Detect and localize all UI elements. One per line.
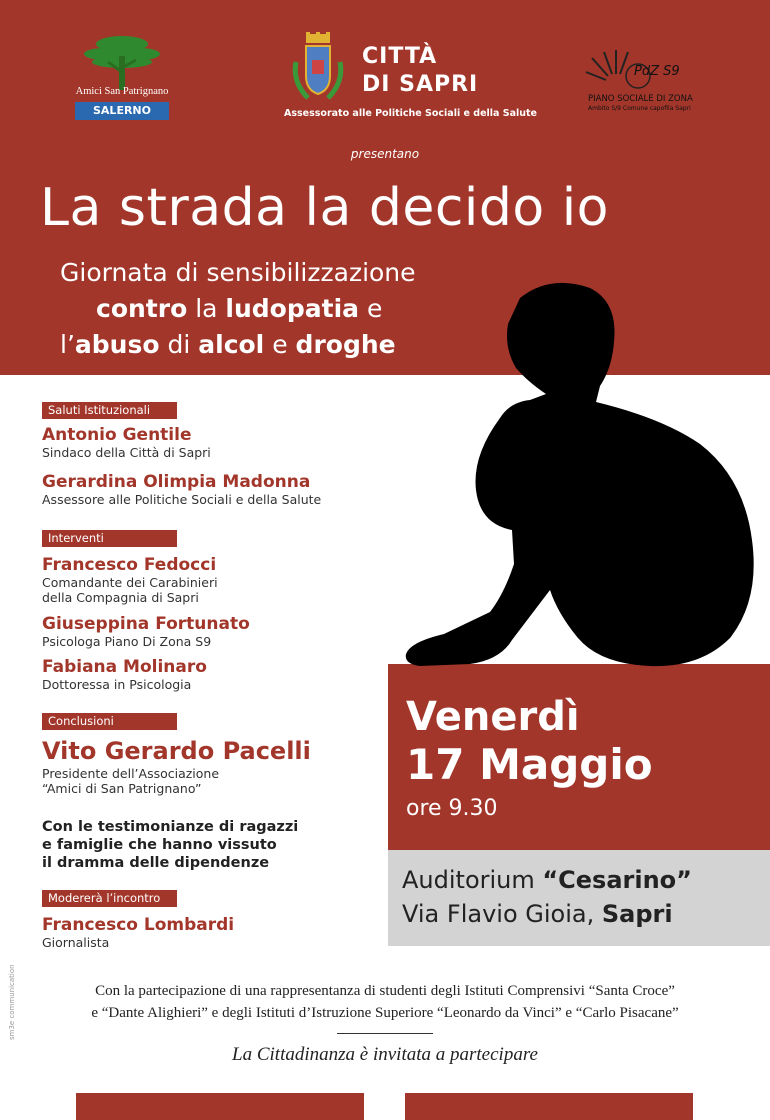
subtitle-line3 — [60, 330, 396, 359]
logo-center-title1: CITTÀ — [362, 44, 438, 69]
subtitle-word: ludopatia — [225, 294, 360, 323]
presentano-label: presentano — [350, 147, 420, 161]
logo-right-line1: PIANO SOCIALE DI ZONA — [588, 94, 693, 104]
logo-right-mark: PdZ S9 — [634, 64, 680, 79]
subtitle-word: e — [264, 330, 296, 359]
testimonianze-line: il dramma delle dipendenze — [42, 855, 270, 871]
logo-citta-di-sapri — [284, 30, 537, 125]
speaker-name: Vito Gerardo Pacelli — [42, 737, 311, 765]
venue-name: “Cesarino” — [542, 866, 692, 894]
footer-bar-right — [405, 1093, 693, 1120]
speaker-role: Giornalista — [42, 935, 110, 950]
event-day: Venerdì — [406, 694, 580, 740]
coat-of-arms-icon — [288, 32, 348, 104]
participation-line: Con la partecipazione di una rappresentanza di studenti degli Istituti Comprensivi “Santa Croce” — [95, 983, 675, 999]
speaker-name: Giuseppina Fortunato — [42, 614, 250, 634]
sitting-person-silhouette — [400, 268, 770, 678]
venue-street: Via Flavio Gioia, — [402, 900, 602, 928]
subtitle-word: droghe — [295, 330, 396, 359]
logo-center-subtitle: Assessorato alle Politiche Sociali e della Salute — [284, 108, 537, 119]
speaker-role: Psicologa Piano Di Zona S9 — [42, 634, 212, 649]
subtitle-word: l’ — [60, 330, 75, 359]
speaker-role: della Compagnia di Sapri — [42, 590, 199, 605]
subtitle-word: alcol — [198, 330, 265, 359]
divider — [337, 1033, 433, 1034]
venue-line — [402, 866, 692, 894]
event-date: 17 Maggio — [406, 740, 653, 789]
speaker-name: Antonio Gentile — [42, 425, 192, 445]
testimonianze-line: e famiglie che hanno vissuto — [42, 837, 277, 853]
speaker-role: “Amici di San Patrignano” — [42, 781, 202, 796]
logo-right-line2: Ambito S/9 Comune capofila Sapri — [588, 105, 691, 112]
speaker-name: Francesco Lombardi — [42, 915, 235, 935]
tag-conclusioni: Conclusioni — [42, 713, 177, 730]
address-line — [402, 900, 673, 928]
logo-left-line1: Amici San Patrignano — [75, 86, 169, 97]
participation-line: e “Dante Alighieri” e degli Istituti d’Istruzione Superiore “Leonardo da Vinci” e “Carlo Pisacane” — [91, 1005, 679, 1021]
footer-bar-left — [76, 1093, 364, 1120]
subtitle-line1: Giornata di sensibilizzazione — [60, 258, 416, 287]
speaker-name: Gerardina Olimpia Madonna — [42, 472, 311, 492]
speaker-role: Sindaco della Città di Sapri — [42, 445, 211, 460]
logo-amici-san-patrignano — [72, 32, 172, 124]
speaker-role: Assessore alle Politiche Sociali e della Salute — [42, 492, 322, 507]
participation-text — [0, 980, 770, 1024]
tag-interventi: Interventi — [42, 530, 177, 547]
speaker-role: Dottoressa in Psicologia — [42, 677, 192, 692]
invitation-text: La Cittadinanza è invitata a partecipare — [232, 1044, 538, 1065]
subtitle-word: contro — [96, 294, 188, 323]
logo-piano-di-zona — [578, 44, 698, 116]
venue-box — [388, 850, 770, 946]
subtitle-word: abuso — [74, 330, 160, 359]
logo-left-line2: SALERNO — [75, 102, 169, 120]
testimonianze-line: Con le testimonianze di ragazzi — [42, 819, 299, 835]
credit-text: sm3e communication — [8, 964, 16, 1040]
logo-center-title2: DI SAPRI — [362, 72, 479, 97]
speaker-name: Francesco Fedocci — [42, 555, 217, 575]
event-time: ore 9.30 — [406, 796, 498, 821]
event-title: La strada la decido io — [40, 178, 609, 238]
subtitle-word: di — [159, 330, 199, 359]
venue-city: Sapri — [601, 900, 673, 928]
subtitle-line2 — [96, 294, 382, 323]
speaker-name: Fabiana Molinaro — [42, 657, 207, 677]
subtitle-word: e — [359, 294, 383, 323]
tree-icon — [72, 32, 172, 92]
tag-saluti: Saluti Istituzionali — [42, 402, 177, 419]
date-box — [388, 664, 770, 850]
subtitle-word: la — [187, 294, 226, 323]
venue-prefix: Auditorium — [402, 866, 543, 894]
speaker-role: Presidente dell’Associazione — [42, 766, 220, 781]
speaker-role: Comandante dei Carabinieri — [42, 575, 218, 590]
tag-moderera: Modererà l’incontro — [42, 890, 177, 907]
